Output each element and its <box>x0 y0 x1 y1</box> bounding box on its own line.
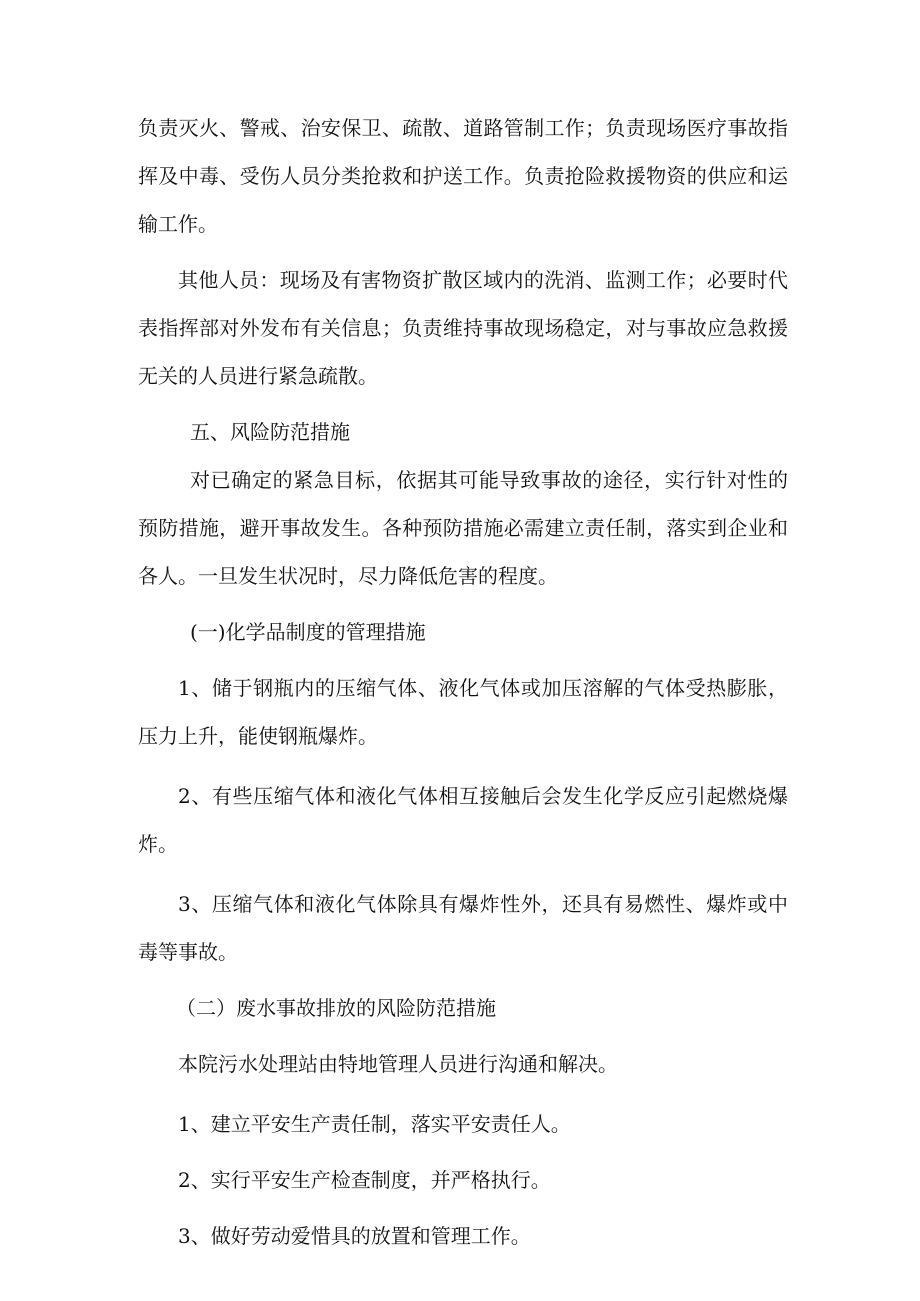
document-body <box>138 104 788 1260</box>
list-item-wastewater-3: 3、做好劳动爱惜具的放置和管理工作。 <box>178 1224 531 1248</box>
subheading-chemical-management: (一)化学品制度的管理措施 <box>190 620 426 644</box>
subheading-wastewater: （二）废水事故排放的风险防范措施 <box>176 996 496 1020</box>
list-item-chemical-3: 3、压缩气体和液化气体除具有爆炸性外，还具有易燃性、爆炸或中毒等事故。 <box>138 892 788 964</box>
paragraph-responsibilities: 负责灭火、警戒、治安保卫、疏散、道路管制工作；负责现场医疗事故指挥及中毒、受伤人员分类抢救和护送工作。负责抢险救援物资的供应和运输工作。 <box>138 116 788 236</box>
paragraph-wastewater-station: 本院污水处理站由特地管理人员进行沟通和解决。 <box>178 1052 618 1076</box>
list-item-chemical-1: 1、储于钢瓶内的压缩气体、液化气体或加压溶解的气体受热膨胀，压力上升，能使钢瓶爆炸。 <box>138 676 788 748</box>
paragraph-other-personnel: 其他人员：现场及有害物资扩散区域内的洗消、监测工作；必要时代表指挥部对外发布有关信息；负责维持事故现场稳定，对与事故应急救援无关的人员进行紧急疏散。 <box>138 268 788 388</box>
list-item-wastewater-1: 1、建立平安生产责任制，落实平安责任人。 <box>178 1112 571 1136</box>
list-item-wastewater-2: 2、实行平安生产检查制度，并严格执行。 <box>178 1168 551 1192</box>
paragraph-risk-prevention-intro: 对已确定的紧急目标，依据其可能导致事故的途径，实行针对性的预防措施，避开事故发生。各种预防措施必需建立责任制，落实到企业和各人。一旦发生状况时，尽力降低危害的程度。 <box>138 468 788 588</box>
section-heading-risk-prevention: 五、风险防范措施 <box>190 420 350 444</box>
list-item-chemical-2: 2、有些压缩气体和液化气体相互接触后会发生化学反应引起燃烧爆炸。 <box>138 784 788 856</box>
